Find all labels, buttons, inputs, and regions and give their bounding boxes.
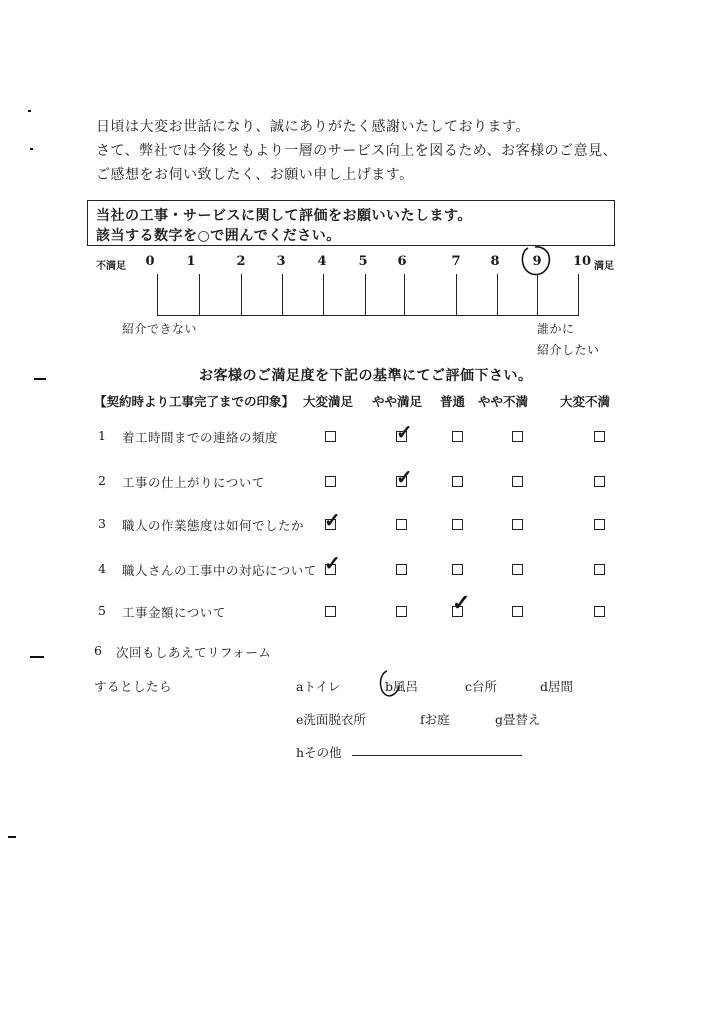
- column-header: やや満足: [372, 394, 423, 409]
- scan-artifact: [8, 836, 16, 838]
- row-number: 1: [98, 428, 107, 443]
- intro-line-1: 日頃は大変お世話になり、誠にありがたく感謝いたしております。: [96, 119, 530, 135]
- option-key: b: [385, 679, 394, 694]
- intro-line-3: ご感想をお伺い致したく、お願い申し上げます。: [96, 167, 414, 183]
- checkbox[interactable]: [452, 476, 463, 487]
- scale-number[interactable]: 0: [145, 254, 155, 269]
- option-key: a: [296, 679, 304, 694]
- rating-instruction-box: [87, 200, 615, 246]
- row-label: 着工時間までの連絡の頻度: [122, 430, 279, 445]
- checkbox[interactable]: [512, 519, 523, 530]
- checkbox[interactable]: [594, 431, 605, 442]
- box-line-2: 該当する数字を○で囲んでください。: [96, 228, 341, 244]
- check-icon: ✓: [396, 420, 413, 444]
- scale-tick: [199, 274, 200, 316]
- row-label: 職人の作業態度は如何でしたか: [122, 518, 305, 533]
- checkbox[interactable]: [325, 476, 336, 487]
- checkbox[interactable]: [452, 564, 463, 575]
- checkbox[interactable]: [512, 476, 523, 487]
- scale-tick: [241, 274, 242, 316]
- checkbox[interactable]: [396, 519, 407, 530]
- scale-tick: [456, 274, 457, 316]
- table-row-header: 【契約時より工事完了までの印象】: [94, 394, 295, 409]
- scan-artifact: [28, 110, 31, 112]
- satisfaction-instruction: お客様のご満足度を下記の基準にてご評価下さい。: [199, 368, 533, 384]
- checkbox[interactable]: [452, 431, 463, 442]
- selection-circle-icon: [376, 668, 404, 698]
- q6-number: 6: [94, 643, 103, 658]
- scale-tick: [157, 274, 158, 316]
- checkbox[interactable]: [512, 606, 523, 617]
- scale-number[interactable]: 3: [276, 254, 286, 269]
- scale-number[interactable]: 6: [397, 254, 407, 269]
- option-label: 居間: [548, 679, 574, 694]
- checkbox[interactable]: [325, 606, 336, 617]
- q6-line-2: するとしたら: [94, 679, 173, 694]
- scan-artifact: [30, 148, 33, 150]
- scale-right-label: 満足: [594, 261, 614, 272]
- box-line-1: 当社の工事・サービスに関して評価をお願いいたします。: [96, 208, 472, 224]
- row-label: 工事の仕上がりについて: [122, 475, 265, 490]
- checkbox[interactable]: [396, 564, 407, 575]
- scale-number-selected[interactable]: 9: [532, 254, 542, 269]
- option-key: g: [495, 712, 504, 727]
- column-header: 普通: [440, 394, 466, 409]
- option-label: 畳替え: [503, 712, 541, 727]
- scale-tick: [365, 274, 366, 316]
- scale-tick: [323, 274, 324, 316]
- check-icon: ✓: [452, 590, 471, 616]
- option-c[interactable]: [465, 677, 497, 695]
- checkbox[interactable]: [512, 564, 523, 575]
- scale-tick: [282, 274, 283, 316]
- row-label: 職人さんの工事中の対応について: [122, 563, 317, 578]
- option-a[interactable]: [296, 677, 340, 695]
- other-write-in-line[interactable]: [352, 755, 522, 756]
- scale-number[interactable]: 4: [317, 254, 327, 269]
- option-key: d: [540, 679, 549, 694]
- checkbox[interactable]: [594, 519, 605, 530]
- scale-baseline: [157, 315, 579, 316]
- option-label: その他: [304, 745, 342, 760]
- check-icon: ✓: [324, 551, 341, 575]
- option-f[interactable]: [420, 710, 450, 728]
- scale-tick: [404, 274, 405, 316]
- scale-number[interactable]: 1: [186, 254, 196, 269]
- checkbox[interactable]: [452, 519, 463, 530]
- scale-number[interactable]: 8: [490, 254, 500, 269]
- option-label: 台所: [472, 679, 498, 694]
- check-icon: ✓: [324, 508, 341, 532]
- column-header: やや不満: [478, 394, 529, 409]
- scale-number[interactable]: 7: [451, 254, 461, 269]
- scale-low-caption: 紹介できない: [122, 322, 198, 336]
- check-icon: ✓: [396, 465, 413, 489]
- column-header: 大変不満: [560, 394, 611, 409]
- row-label: 工事金額について: [122, 605, 226, 620]
- selection-circle-icon: [518, 244, 554, 278]
- scale-number[interactable]: 10: [572, 254, 592, 269]
- option-key: e: [296, 712, 304, 727]
- row-number: 5: [98, 603, 107, 618]
- scale-tick: [497, 274, 498, 316]
- option-g[interactable]: [495, 710, 541, 728]
- checkbox[interactable]: [594, 564, 605, 575]
- option-key: c: [465, 679, 473, 694]
- row-number: 4: [98, 561, 107, 576]
- checkbox[interactable]: [325, 431, 336, 442]
- scale-left-label: 不満足: [96, 261, 126, 272]
- option-key: f: [420, 712, 425, 727]
- row-number: 3: [98, 516, 107, 531]
- checkbox[interactable]: [594, 476, 605, 487]
- scale-number[interactable]: 2: [236, 254, 246, 269]
- option-h[interactable]: [296, 743, 342, 761]
- option-key: h: [296, 745, 305, 760]
- scale-high-caption-1: 誰かに: [537, 322, 575, 336]
- option-label: 洗面脱衣所: [303, 712, 366, 727]
- option-label: お庭: [424, 712, 450, 727]
- checkbox[interactable]: [512, 431, 523, 442]
- scale-high-caption-2: 紹介したい: [537, 343, 600, 357]
- scan-artifact: [34, 378, 46, 380]
- option-label: トイレ: [303, 679, 341, 694]
- checkbox[interactable]: [396, 606, 407, 617]
- scale-tick: [537, 274, 538, 316]
- column-header: 大変満足: [303, 394, 354, 409]
- option-e[interactable]: [296, 710, 366, 728]
- scale-tick: [578, 274, 579, 316]
- row-number: 2: [98, 473, 107, 488]
- q6-line-1: 次回もしあえてリフォーム: [116, 645, 272, 660]
- scale-number[interactable]: 5: [358, 254, 368, 269]
- intro-line-2: さて、弊社では今後ともより一層のサービス向上を図るため、お客様のご意見、: [96, 143, 618, 159]
- scan-artifact: [30, 656, 44, 658]
- option-d[interactable]: [540, 677, 573, 695]
- option-label: 風呂: [393, 679, 419, 694]
- checkbox[interactable]: [594, 606, 605, 617]
